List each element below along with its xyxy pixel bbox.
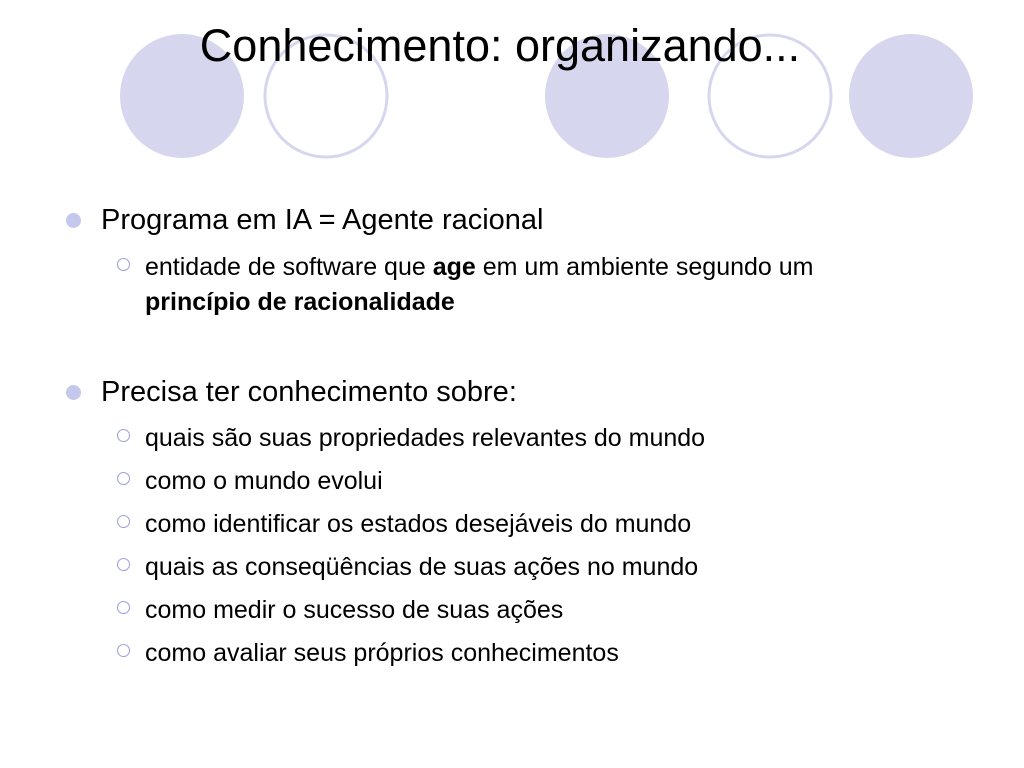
sub-bullet-item: como identificar os estados desejáveis do mundo: [145, 510, 692, 538]
sub-bullet-icon: [117, 472, 130, 485]
sub-bullet-text: em um ambiente segundo um: [475, 253, 814, 281]
sub-bullet-icon: [117, 601, 130, 614]
sub-bullet-bold-text: age: [432, 253, 476, 281]
sub-bullet-item: [145, 250, 814, 284]
sub-bullet-icon: [117, 558, 130, 571]
bullet-item: Programa em IA = Agente racional: [101, 204, 544, 236]
sub-bullet-item: como medir o sucesso de suas ações: [145, 596, 564, 624]
sub-bullet-continuation: [145, 285, 455, 319]
sub-bullet-icon: [117, 258, 130, 271]
slide-title: Conhecimento: organizando...: [199, 20, 801, 71]
sub-bullet-icon: [117, 515, 130, 528]
sub-bullet-item: como o mundo evolui: [145, 467, 383, 495]
bullet-icon: [66, 385, 81, 400]
sub-bullet-icon: [117, 429, 130, 442]
sub-bullet-item: quais são suas propriedades relevantes do mundo: [145, 424, 706, 452]
sub-bullet-item: quais as conseqüências de suas ações no mundo: [145, 553, 699, 581]
sub-bullet-item: como avaliar seus próprios conhecimentos: [145, 639, 619, 667]
sub-bullet-bold-text: princípio de racionalidade: [145, 288, 455, 316]
bullet-icon: [66, 213, 81, 228]
sub-bullet-icon: [117, 644, 130, 657]
sub-bullet-text: entidade de software que: [145, 253, 433, 281]
bullet-item: Precisa ter conhecimento sobre:: [101, 376, 517, 408]
